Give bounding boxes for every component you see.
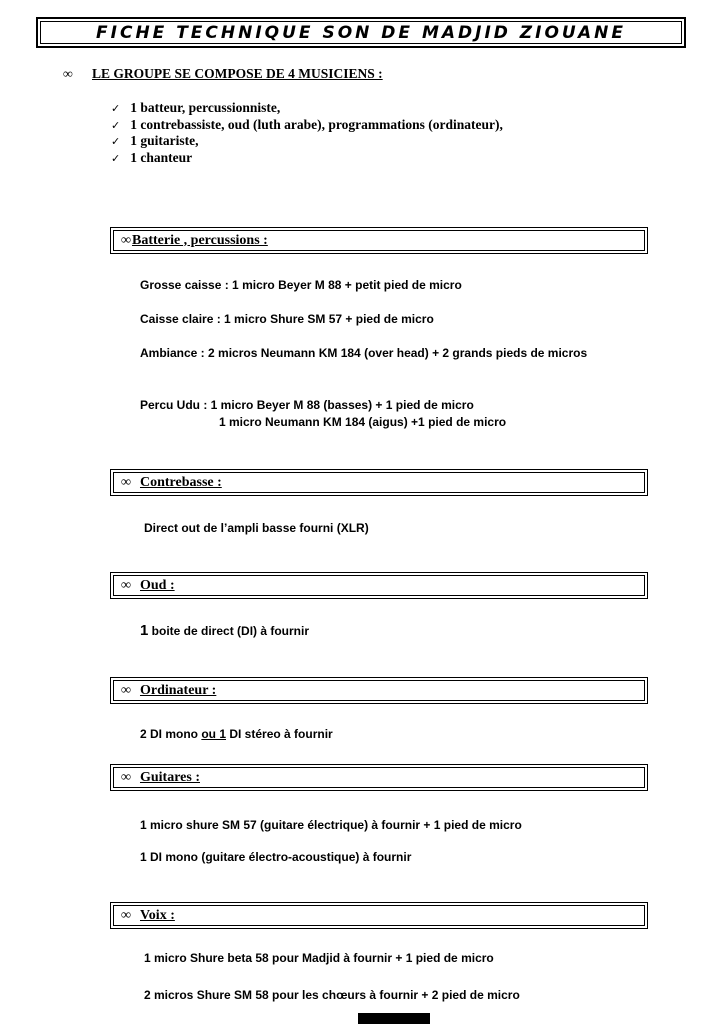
section-header-inner bbox=[113, 680, 645, 701]
infinity-bullet: ∞ bbox=[121, 232, 131, 248]
check-icon: ✓ bbox=[111, 135, 121, 148]
list-item-text: 1 batteur, percussionniste, bbox=[130, 100, 281, 115]
check-icon: ✓ bbox=[111, 102, 121, 115]
section-title: Batterie , percussions : bbox=[131, 232, 268, 248]
intro-heading: LE GROUPE SE COMPOSE DE 4 MUSICIENS : bbox=[92, 66, 383, 81]
list-item bbox=[111, 150, 503, 167]
infinity-bullet: ∞ bbox=[63, 66, 73, 81]
spec-line: 1 micro shure SM 57 (guitare électrique) à fournir + 1 pied de micro bbox=[140, 818, 522, 832]
section-header-ordinateur bbox=[110, 677, 648, 704]
section-title: Oud : bbox=[139, 577, 175, 593]
section-title: Ordinateur : bbox=[139, 682, 217, 698]
infinity-bullet: ∞ bbox=[121, 474, 131, 490]
infinity-bullet: ∞ bbox=[121, 577, 131, 593]
list-item bbox=[111, 100, 503, 117]
spec-line: Caisse claire : 1 micro Shure SM 57 + pied de micro bbox=[140, 312, 434, 326]
section-header-voix bbox=[110, 902, 648, 929]
spec-line bbox=[140, 727, 333, 741]
infinity-bullet: ∞ bbox=[121, 769, 131, 785]
check-icon: ✓ bbox=[111, 151, 121, 165]
section-header-inner bbox=[113, 575, 645, 596]
spec-line: 1 micro Neumann KM 184 (aigus) +1 pied de micro bbox=[219, 415, 507, 429]
spec-line: 2 micros Shure SM 58 pour les chœurs à fournir + 2 pied de micro bbox=[144, 988, 520, 1002]
list-item bbox=[111, 117, 503, 134]
section-title: Guitares : bbox=[139, 769, 200, 785]
infinity-bullet: ∞ bbox=[121, 682, 131, 698]
list-item-text: 1 chanteur bbox=[130, 149, 193, 165]
section-header-inner bbox=[113, 230, 645, 251]
spec-line-numeral: 1 bbox=[140, 622, 149, 639]
document-title: FICHE TECHNIQUE SON DE MADJID ZIOUANE bbox=[96, 22, 626, 43]
spec-line-prefix: 2 DI mono bbox=[140, 727, 202, 741]
spec-line: Grosse caisse : 1 micro Beyer M 88 + petit pied de micro bbox=[140, 278, 462, 292]
list-item bbox=[111, 133, 503, 150]
section-header-contrebasse bbox=[110, 469, 648, 496]
title-box-inner bbox=[40, 21, 682, 44]
section-title: Voix : bbox=[139, 907, 175, 923]
spec-line: Percu Udu : 1 micro Beyer M 88 (basses) + 1 pied de micro bbox=[140, 398, 474, 412]
check-icon: ✓ bbox=[111, 118, 121, 132]
section-header-guitares bbox=[110, 764, 648, 791]
spec-line-underlined: ou 1 bbox=[201, 727, 227, 741]
title-box bbox=[36, 17, 686, 48]
spec-line: Ambiance : 2 micros Neumann KM 184 (over head) + 2 grands pieds de micros bbox=[140, 346, 588, 360]
spec-line-suffix: DI stéreo à fournir bbox=[226, 727, 333, 741]
section-header-inner bbox=[113, 767, 645, 788]
infinity-bullet: ∞ bbox=[121, 907, 131, 923]
spec-line: 1 DI mono (guitare électro-acoustique) à fournir bbox=[140, 850, 412, 864]
spec-line bbox=[140, 622, 309, 639]
partial-box-bottom bbox=[358, 1013, 430, 1024]
spec-line-text: boite de direct (DI) à fournir bbox=[148, 624, 310, 638]
list-item-text: 1 contrebassiste, oud (luth arabe), programmations (ordinateur), bbox=[130, 116, 503, 132]
list-item-text: 1 guitariste, bbox=[130, 133, 199, 148]
section-header-oud bbox=[110, 572, 648, 599]
intro-heading-row bbox=[63, 66, 383, 82]
musicians-list bbox=[111, 100, 503, 166]
section-header-inner bbox=[113, 472, 645, 493]
spec-line: Direct out de l’ampli basse fourni (XLR) bbox=[144, 521, 369, 535]
section-header-inner bbox=[113, 905, 645, 926]
section-header-batterie bbox=[110, 227, 648, 254]
spec-line: 1 micro Shure beta 58 pour Madjid à fournir + 1 pied de micro bbox=[144, 951, 494, 965]
section-title: Contrebasse : bbox=[139, 474, 222, 490]
